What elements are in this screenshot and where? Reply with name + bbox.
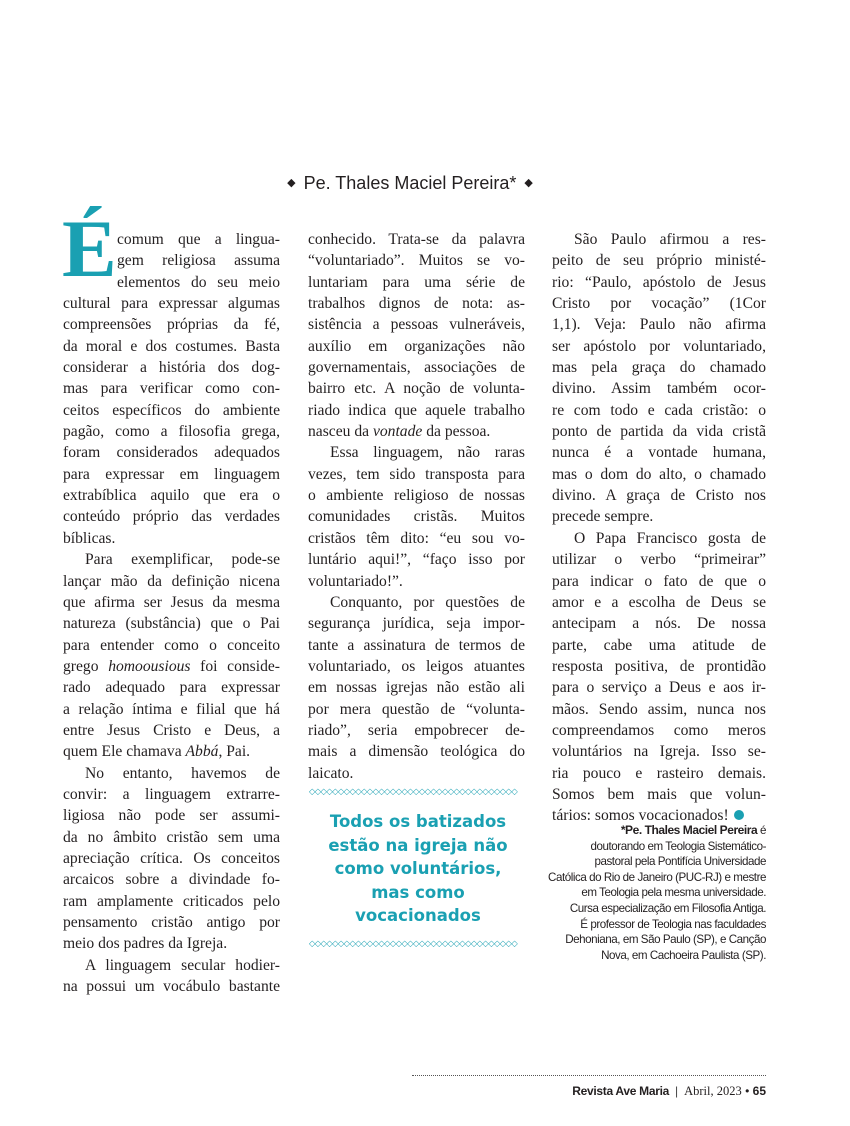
text-segment: da pessoa.: [422, 423, 491, 441]
paragraph: [552, 528, 766, 827]
text-line: lançar mão da definição nicena: [63, 572, 280, 590]
text-line: divino. A graça de Cristo nos: [552, 487, 766, 505]
end-mark-icon: [734, 810, 744, 820]
text-line: convir: a linguagem extrarre-: [63, 785, 280, 803]
pull-quote-line: como voluntários,: [334, 859, 502, 878]
text-line: São Paulo afirmou a res-: [574, 231, 766, 248]
text-line: [63, 656, 280, 677]
text-line: A linguagem secular hodier-: [85, 956, 280, 974]
bio-line: pastoral pela Pontifícia Universidade: [594, 855, 766, 869]
article-column-1: [63, 229, 280, 997]
text-line: Somos bem mais que volun-: [552, 785, 766, 803]
text-line: ser apóstolo por voluntariado,: [552, 337, 766, 355]
text-line: extrabíblica aquilo que era o: [63, 487, 280, 505]
text-line: o ambiente religioso de nossas: [308, 487, 525, 505]
page-number: 65: [752, 1084, 766, 1098]
text-line: auxílio em organizações não: [308, 337, 525, 355]
text-line: precede sempre.: [552, 508, 654, 526]
text-line: foram considerados adequados: [63, 444, 280, 462]
paragraph: [63, 763, 280, 955]
text-line: para entender como o conceito: [63, 636, 280, 654]
text-line: utilizar o verbo “primeirar”: [552, 551, 766, 569]
bio-author-name: *Pe. Thales Maciel Pereira: [620, 823, 758, 837]
text-line: apreciação crítica. Os conceitos: [63, 849, 280, 867]
paragraph: [552, 229, 766, 528]
author-bio: [520, 823, 766, 963]
italic-term: vontade: [372, 423, 423, 441]
text-line: riado indica que aquele trabalho: [308, 401, 525, 419]
text-line: ria pouco e rasteiro demais.: [552, 764, 766, 782]
ornament-divider-bottom: ◇◇◇◇◇◇◇◇◇◇◇◇◇◇◇◇◇◇◇◇◇◇◇◇◇◇◇◇◇◇◇◇◇◇◇◇: [309, 938, 518, 948]
text-line: mais a dimensão teológica do: [308, 743, 525, 761]
pull-quote: [310, 810, 526, 928]
text-line: compreensões próprias da fé,: [63, 316, 280, 334]
text-line: para o serviço a Deus e aos ir-: [552, 679, 766, 697]
text-line: No entanto, havemos de: [85, 764, 280, 782]
bio-line: em Teologia pela mesma universidade.: [581, 886, 766, 900]
text-line: [63, 741, 280, 762]
pull-quote-line: mas como: [371, 882, 465, 902]
text-segment: grego: [63, 657, 109, 675]
text-line: ram amplamente criticados pelo: [63, 892, 280, 910]
text-line: da no âmbito cristão sem uma: [63, 828, 280, 846]
text-line: a relação íntima e filial que há: [63, 700, 280, 718]
text-line: ponto de partida da vida cristã: [552, 423, 766, 441]
issue-date: Abril, 2023: [684, 1084, 742, 1098]
text-line: conhecido. Trata-se da palavra: [308, 231, 525, 248]
text-line: rio: “Paulo, apóstolo de Jesus: [552, 273, 766, 291]
text-line: [308, 421, 525, 442]
text-line: bíblicas.: [63, 529, 116, 547]
text-segment: nasceu da: [308, 423, 373, 441]
italic-term: homoousious: [108, 657, 191, 675]
text-line: entre Jesus Cristo e Deus, a: [63, 721, 280, 739]
text-line: ligiosa não pode ser assumi-: [63, 807, 280, 825]
paragraph: [308, 229, 525, 442]
paragraph: [308, 592, 525, 784]
diamond-icon: ◆: [287, 177, 296, 189]
paragraph: [63, 955, 280, 998]
text-line: arcaicos sobre a divindade fo-: [63, 871, 280, 889]
text-line: vezes, tem sido transposta para: [308, 465, 525, 483]
text-line: conteúdo próprio das verdades: [63, 508, 280, 526]
text-line: da moral e dos costumes. Basta: [63, 337, 280, 355]
text-line: nunca é a vontade humana,: [552, 444, 766, 462]
pull-quote-line: estão na igreja não: [328, 835, 508, 855]
text-line: pensamento cristão antigo por: [63, 914, 280, 931]
text-line: laicato.: [308, 764, 354, 782]
text-line: Conquanto, por questões de: [330, 593, 525, 611]
text-line: cristãos têm dito: “eu sou vo-: [308, 529, 525, 547]
paragraph: [308, 442, 525, 591]
text-line: comunidades cristãs. Muitos: [308, 508, 525, 526]
pull-quote-line: Todos os batizados: [329, 812, 507, 831]
footer-rule: [412, 1075, 766, 1076]
bio-line: Católica do Rio de Janeiro (PUC-RJ) e mestre: [548, 870, 766, 884]
text-line: 1,1). Veja: Paulo não afirma: [552, 316, 766, 334]
text-line: Para exemplificar, pode-se: [85, 551, 280, 569]
text-line: voluntários na Igreja. Isso se-: [552, 743, 766, 761]
author-name: Pe. Thales Maciel Pereira*: [303, 173, 517, 193]
bio-line: Cursa especialização em Filosofia Antiga.: [569, 901, 766, 915]
text-line: comum que a lingua-: [117, 231, 280, 248]
paragraph: [63, 549, 280, 762]
text-segment: , Pai.: [218, 743, 251, 761]
text-line: “voluntariado”. Muitos se vo-: [308, 252, 525, 270]
text-line: mas para verificar como con-: [63, 380, 280, 398]
text-line: mas o dom do alto, o chamado: [552, 465, 766, 483]
text-line: riado”, seria empobrecer de-: [308, 721, 525, 739]
paragraph: [63, 229, 280, 549]
text-line: para expressar em linguagem: [63, 465, 280, 483]
pull-quote-line: vocacionados: [355, 906, 481, 925]
text-line: tante a assinatura de termos de: [308, 636, 525, 654]
bio-line: É professor de Teologia nas faculdades: [580, 917, 766, 931]
bio-line: Dehoniana, em São Paulo (SP), e Canção: [565, 933, 766, 947]
text-line: meio dos padres da Igreja.: [63, 935, 228, 953]
text-line: mãos. Sendo assim, nunca nos: [552, 700, 766, 718]
text-line: segurança jurídica, seja impor-: [308, 615, 525, 633]
text-line: para indicar o fato de que o: [552, 572, 766, 590]
bio-text: é: [757, 824, 766, 837]
italic-term: Abbá: [185, 743, 219, 761]
bio-line: doutorando em Teologia Sistemático-: [590, 839, 766, 853]
text-line: por mera questão de “volunta-: [308, 700, 525, 718]
text-line: Cristo por vocação” (1Cor: [552, 295, 766, 313]
text-line: divino. Assim também ocor-: [552, 380, 766, 398]
text-line: re com todo e cada cristão: o: [552, 401, 766, 419]
text-line: sistência a pessoas vulneráveis,: [308, 316, 525, 334]
text-line: pagão, como a filosofia grega,: [63, 423, 280, 441]
page-footer: [572, 1084, 766, 1099]
footer-separator: |: [674, 1084, 679, 1098]
article-column-3: [552, 229, 766, 827]
text-line: ceitos específicos do ambiente: [63, 401, 280, 419]
text-line: bairro etc. A noção de volunta-: [308, 380, 525, 398]
text-line: antecipam a nós. De nossa: [552, 615, 766, 633]
text-segment: foi conside-: [190, 657, 280, 675]
text-line: considerar a história dos dog-: [63, 359, 280, 377]
text-line: cultural para expressar algumas: [63, 295, 280, 313]
text-line: mas pela graça do chamado: [552, 359, 766, 377]
text-line: elementos do seu meio: [117, 273, 280, 291]
bio-line: Nova, em Cachoeira Paulista (SP).: [601, 948, 766, 962]
text-segment: quem Ele chamava: [63, 743, 186, 761]
text-line: na possui um vocábulo bastante: [63, 978, 280, 996]
text-line: natureza (substância) que o Pai: [63, 615, 280, 633]
text-line: rado adequado para expressar: [63, 679, 280, 697]
text-line: O Papa Francisco gosta de: [574, 529, 766, 547]
article-column-2: [308, 229, 525, 784]
text-line: em nossas igrejas não estão ali: [308, 679, 525, 697]
text-line: trabalhos dignos de nota: as-: [308, 295, 525, 313]
text-line: Essa linguagem, não raras: [330, 444, 525, 462]
magazine-name: Revista Ave Maria: [572, 1084, 669, 1098]
text-line: voluntariado!”.: [308, 572, 403, 590]
ornament-divider-top: ◇◇◇◇◇◇◇◇◇◇◇◇◇◇◇◇◇◇◇◇◇◇◇◇◇◇◇◇◇◇◇◇◇◇◇◇: [309, 786, 518, 796]
text-line: que afirma ser Jesus da mesma: [63, 593, 280, 611]
text-line: parte, cabe uma atitude de: [552, 636, 766, 654]
diamond-icon: ◆: [524, 177, 533, 189]
footer-bullet: •: [745, 1084, 750, 1098]
text-line: luntário aqui!”, “faço isso por: [308, 551, 525, 569]
text-line: resposta positiva, de prontidão: [552, 657, 766, 675]
text-line: amor e a escolha de Deus se: [552, 593, 766, 611]
text-line: gem religiosa assuma: [117, 252, 280, 270]
drop-cap: É: [62, 203, 117, 294]
text-line: peito de seu próprio ministé-: [552, 252, 766, 270]
text-segment: tários: somos vocacionados!: [552, 807, 729, 825]
text-line: voluntariado, os leigos atuantes: [308, 657, 525, 675]
text-line: governamentais, associações de: [308, 359, 525, 377]
text-line: luntariam para uma série de: [308, 273, 525, 291]
text-line: compreendamos como meros: [552, 721, 766, 739]
author-byline: [0, 173, 820, 194]
